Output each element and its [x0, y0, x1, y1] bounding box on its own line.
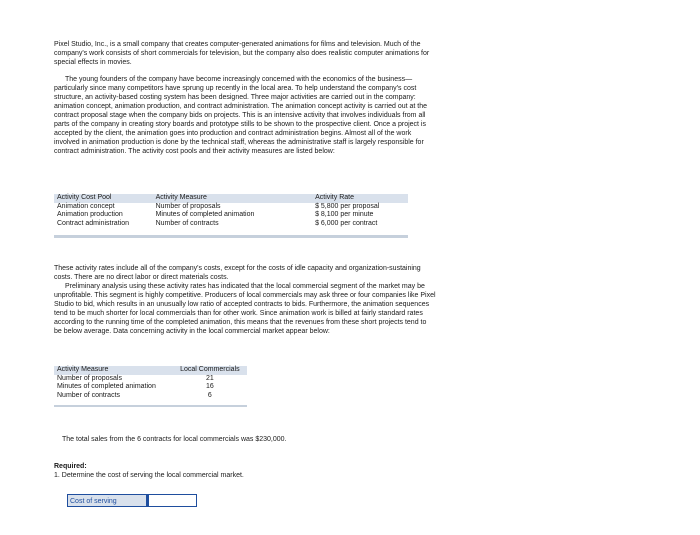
table-cell: Minutes of completed animation [155, 211, 255, 218]
table-cell: $ 6,000 per contract [315, 219, 378, 227]
table-cell: 6 [207, 391, 212, 399]
table-cell: Minutes of completed animation [57, 383, 156, 390]
sales-note: The total sales from the 6 contracts for local commercials was $230,000. [62, 436, 287, 443]
table-header-row [54, 366, 247, 375]
table-cell: Number of contracts [57, 391, 121, 399]
table-cell: Animation production [57, 211, 123, 218]
column-header: Local Commercials [180, 366, 240, 373]
required-heading: Required: [54, 463, 87, 470]
table-bottom-rule [54, 405, 247, 407]
cost-of-serving-label: Cost of serving [67, 494, 147, 507]
table-cell: 16 [205, 383, 214, 390]
local-commercials-activity-table [54, 366, 247, 400]
table-cell: $ 5,800 per proposal [315, 202, 380, 210]
column-header: Activity Rate [315, 194, 354, 201]
intro-paragraph: Pixel Studio, Inc., is a small company that creates computer-generated animations for films and television. Much of the company's work consists of short commercials for television, but the company also does realistic computer animations for special effects in movies. [54, 41, 430, 66]
table-cell: Number of proposals [57, 374, 122, 382]
table-cell: Number of contracts [155, 219, 219, 227]
table-bottom-rule [54, 235, 408, 238]
table-header-row [54, 194, 408, 203]
cost-of-serving-input[interactable] [147, 494, 197, 507]
table-row [54, 211, 408, 220]
activity-cost-pool-table [54, 194, 408, 228]
required-section [54, 462, 244, 480]
table-cell: 21 [205, 374, 214, 382]
column-header: Activity Measure [155, 194, 207, 201]
table-cell: Animation concept [57, 202, 115, 210]
answer-row [67, 494, 197, 507]
table-row [54, 203, 408, 212]
table-row [54, 375, 247, 384]
founders-paragraph: The young founders of the company have become increasingly concerned with the economics of the business—particularly since many competitors have sprung up recently in the local area. To help understand the company's cost structure, an activity-based costing system has been designed. Three major activities are carried out in the company: animation concept, animation production, and contract administration. The animation concept activity is carried out at the contract proposal stage when the company bids on projects. This is an intensive activity that involves individuals from all parts of the company in creating story boards and prototype stills to be shown to the prospective client. Once a project is accepted by the client, the animation goes into production and contract administration begins. Almost all of the work involved in animation production is done by the technical staff, whereas the administrative staff is largely responsible for contract administration. The activity cost pools and their activity measures are listed below: [54, 76, 428, 155]
analysis-paragraph: Preliminary analysis using these activity rates has indicated that the local commercial segment of the market may be unprofitable. This segment is highly competitive. Producers of local commercials may ask three or four companies like Pixel Studio to bid, which results in an unusually low ratio of accepted contracts to bids. Furthermore, the animation sequences tend to be much shorter for local commercials than for other work. Since animation work is billed at fairly standard rates according to the running time of the completed animation, this means that the revenues from these short projects tend to be below average. Data concerning activity in the local commercial market appear below: [54, 283, 436, 335]
column-header: Activity Measure [57, 366, 109, 373]
column-header: Activity Cost Pool [57, 194, 112, 201]
table-cell: Number of proposals [155, 202, 221, 210]
table-cell: Contract administration [57, 219, 129, 227]
rates-note-paragraph: These activity rates include all of the company's costs, except for the costs of idle capacity and organization-sustaining costs. There are no direct labor or direct materials costs. [54, 265, 421, 281]
table-row [54, 383, 247, 392]
required-item: 1. Determine the cost of serving the local commercial market. [54, 472, 244, 479]
table-cell: $ 8,100 per minute [315, 211, 374, 218]
table-row [54, 220, 408, 229]
table-row [54, 392, 247, 401]
